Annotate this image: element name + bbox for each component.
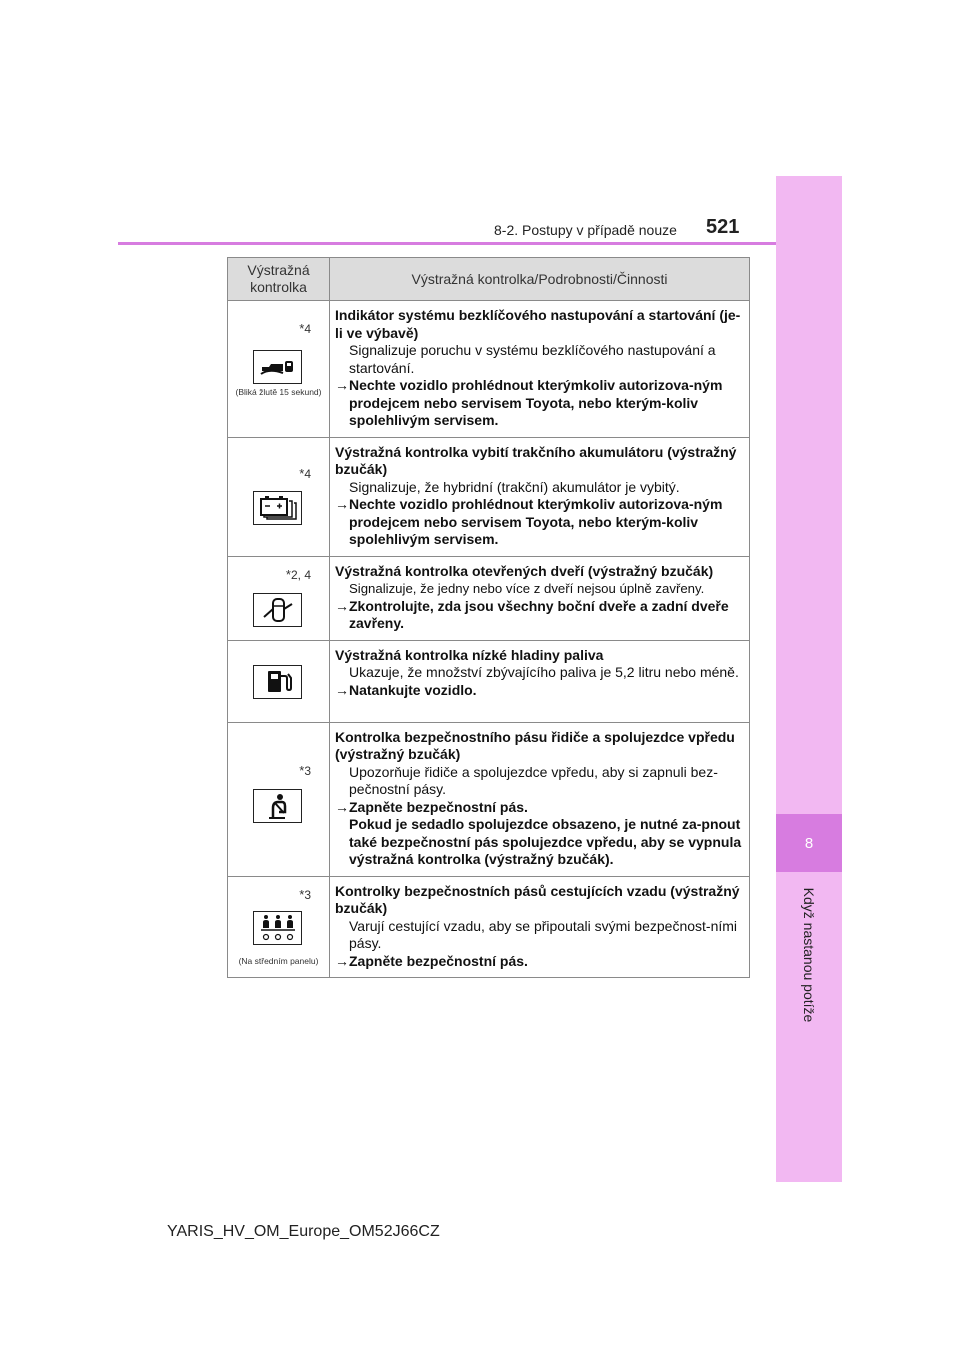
hybrid-battery-icon	[253, 491, 302, 525]
warning-lights-table	[227, 257, 750, 978]
row-description: Ukazuje, že množství zbývajícího paliva je 5,2 litru nebo méně.	[349, 664, 739, 680]
smart-key-system-icon	[253, 350, 302, 384]
fuel-pump-icon	[253, 665, 302, 699]
seatbelt-icon	[253, 789, 302, 823]
icon-cell	[228, 437, 330, 556]
details-cell	[330, 876, 750, 978]
icon-cell	[228, 876, 330, 978]
table-header-row	[228, 258, 750, 301]
icon-cell	[228, 640, 330, 722]
row-description: Upozorňuje řidiče a spolujezdce vpředu, aby si zapnuli bez-pečnostní pásy.	[349, 763, 718, 797]
row-title: Indikátor systému bezklíčového nastupování a startování (je-li ve výbavě)	[335, 307, 741, 341]
row-title: Výstražná kontrolka nízké hladiny paliva	[335, 646, 604, 663]
row-action: →Natankujte vozidlo.	[335, 681, 477, 698]
chapter-side-tab	[776, 176, 842, 1182]
icon-cell	[228, 556, 330, 640]
details-cell	[330, 301, 750, 438]
column-header-light: Výstražná kontrolka	[228, 258, 330, 301]
table-row	[228, 556, 750, 640]
document-id: YARIS_HV_OM_Europe_OM52J66CZ	[167, 1223, 440, 1240]
row-description: Signalizuje poruchu v systému bezklíčového nastupování a startování.	[349, 342, 716, 376]
footnote-marker: *3	[299, 762, 311, 778]
row-description: Varují cestující vzadu, aby se připoutali svými bezpečnost-ními pásy.	[349, 917, 738, 951]
header-divider	[118, 242, 776, 245]
details-cell	[330, 722, 750, 876]
open-door-icon	[253, 593, 302, 627]
footnote-marker: *4	[299, 321, 311, 336]
row-action: →Zapněte bezpečnostní pás.	[335, 798, 528, 815]
section-title: 8-2. Postupy v případě nouze	[494, 222, 677, 238]
details-cell	[330, 640, 750, 722]
column-header-details: Výstražná kontrolka/Podrobnosti/Činnosti	[330, 258, 750, 301]
icon-cell	[228, 722, 330, 876]
rear-seatbelt-icon	[253, 911, 302, 945]
chapter-number: 8	[776, 814, 842, 872]
row-description: Signalizuje, že hybridní (trakční) akumulátor je vybitý.	[349, 478, 680, 495]
icon-note: (Na středním panelu)	[238, 955, 319, 966]
footnote-marker: *4	[299, 465, 311, 481]
row-action: →Zkontrolujte, zda jsou všechny boční dveře a zadní dveře zavřeny.	[335, 597, 729, 631]
row-action: →Nechte vozidlo prohlédnout kterýmkoliv autorizova-ným prodejcem nebo servisem Toyota, nebo kterým-koliv spolehlivým servisem.	[335, 377, 723, 428]
details-cell	[330, 556, 750, 640]
icon-note: (Bliká žlutě 15 sekund)	[235, 387, 322, 397]
table-row	[228, 876, 750, 978]
row-action-detail: Pokud je sedadlo spolujezdce obsazeno, je nutné za-pnout také bezpečnostní pás spolujezdce vpředu, aby se vypnula výstražná kontrolka (výstražný bzučák).	[349, 816, 742, 867]
table-row	[228, 722, 750, 876]
row-action: →Zapněte bezpečnostní pás.	[335, 952, 528, 969]
footnote-marker: *3	[299, 886, 311, 902]
icon-cell	[228, 301, 330, 438]
row-title: Výstražná kontrolka otevřených dveří (výstražný bzučák)	[335, 562, 714, 579]
page-number: 521	[706, 216, 740, 238]
table-row	[228, 437, 750, 556]
row-title: Kontrolka bezpečnostního pásu řidiče a spolujezdce vpředu (výstražný bzučák)	[335, 728, 735, 762]
row-title: Výstražná kontrolka vybití trakčního akumulátoru (výstražný bzučák)	[335, 443, 737, 477]
table-row	[228, 640, 750, 722]
row-action: →Nechte vozidlo prohlédnout kterýmkoliv autorizova-ným prodejcem nebo servisem Toyota, nebo kterým-koliv spolehlivým servisem.	[335, 496, 723, 547]
footnote-marker: *2, 4	[285, 566, 311, 582]
details-cell	[330, 437, 750, 556]
row-title: Kontrolky bezpečnostních pásů cestujících vzadu (výstražný bzučák)	[335, 882, 740, 916]
table-row	[228, 301, 750, 438]
chapter-title: Když nastanou potíže	[801, 887, 817, 1023]
row-description: Signalizuje, že jedny nebo více z dveří nejsou úplně zavřeny.	[349, 581, 705, 596]
